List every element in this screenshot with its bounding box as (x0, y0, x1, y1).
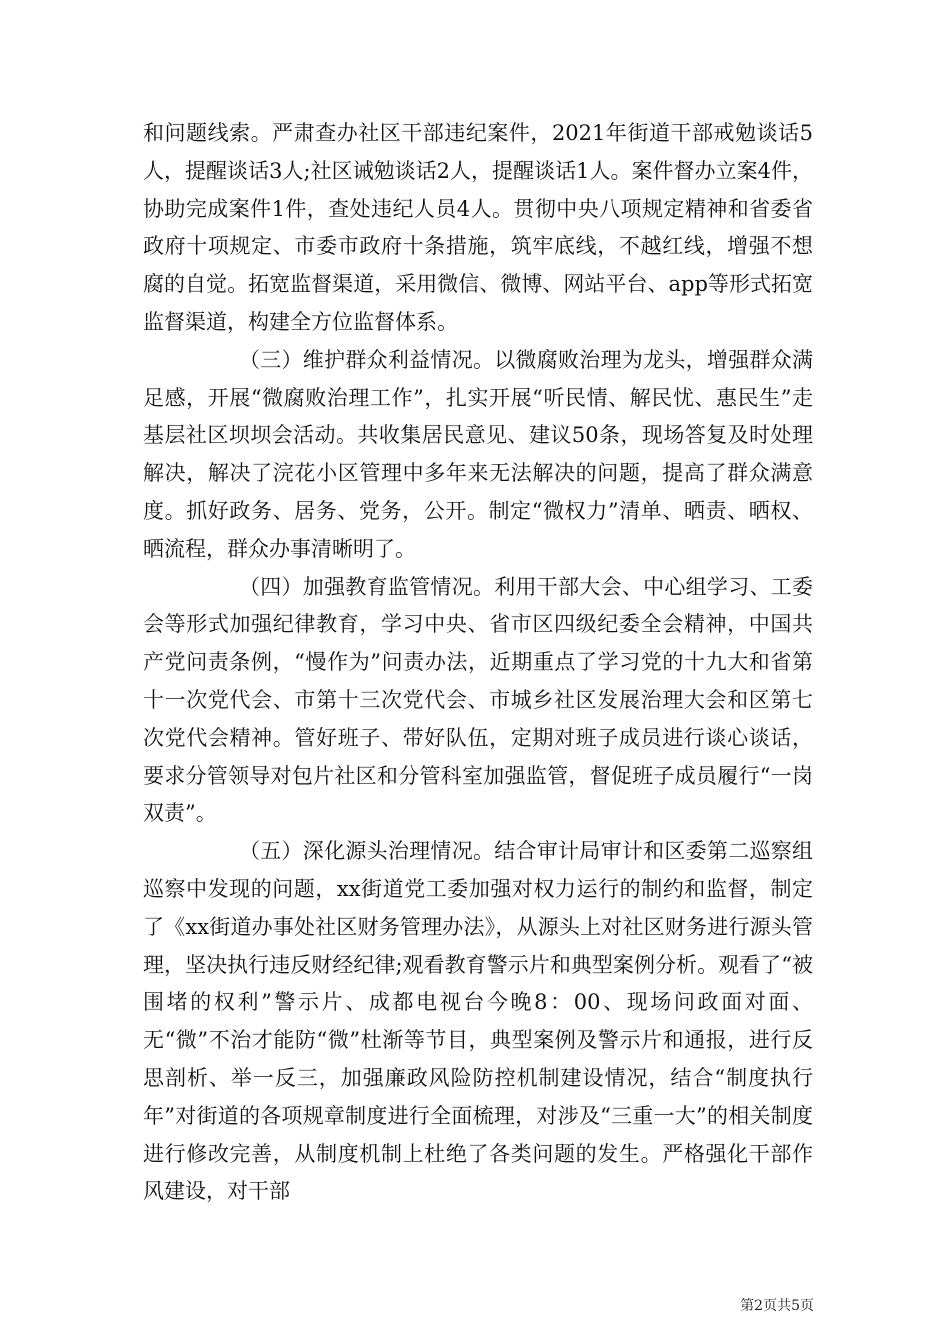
paragraph-continuation: 和问题线索。严肃查办社区干部违纪案件，2021年街道干部戒勉谈话5人，提醒谈话3人;社区诫勉谈话2人，提醒谈话1人。案件督办立案4件，协助完成案件1件，查处违纪人员4人。贯彻中央八项规定精神和省委省政府十项规定、市委市政府十条措施，筑牢底线，不越红线，增强不想腐的自觉。拓宽监督渠道，采用微信、微博、网站平台、app等形式拓宽监督渠道，构建全方位监督体系。 (143, 121, 813, 334)
paragraph-section-3: （三）维护群众利益情况。以微腐败治理为龙头，增强群众满足感，开展“微腐败治理工作”，扎实开展“听民情、解民忧、惠民生”走基层社区坝坝会活动。共收集居民意见、建议50条，现场答复及时处理解决，解决了浣花小区管理中多年来无法解决的问题，提高了群众满意度。抓好政务、居务、党务，公开。制定“微权力”清单、晒责、晒权、晒流程，群众办事清晰明了。 (143, 347, 813, 561)
page-number: 第2页共5页 (740, 1298, 814, 1314)
page-footer (0, 1295, 950, 1315)
body-text (143, 115, 813, 1211)
paragraph-section-5: （五）深化源头治理情况。结合审计局审计和区委第二巡察组巡察中发现的问题，xx街道党工委加强对权力运行的制约和监督，制定了《xx街道办事处社区财务管理办法》，从源头上对社区财务进行源头管理，坚决执行违反财经纪律;观看教育警示片和典型案例分析。观看了“被围堵的权利”警示片、成都电视台今晚8：00、现场问政面对面、无“微”不治才能防“微”杜渐等节目，典型案例及警示片和通报，进行反思剖析、举一反三，加强廉政风险防控机制建设情况，结合“制度执行年”对街道的各项规章制度进行全面梳理，对涉及“三重一大”的相关制度进行修改完善，从制度机制上杜绝了各类问题的发生。严格强化干部作风建设，对干部 (143, 839, 813, 1204)
paragraph-section-4: （四）加强教育监管情况。利用干部大会、中心组学习、工委会等形式加强纪律教育，学习中央、省市区四级纪委全会精神，中国共产党问责条例，“慢作为”问责办法，近期重点了学习党的十九大和省第十一次党代会、市第十三次党代会、市城乡社区发展治理大会和区第七次党代会精神。管好班子、带好队伍，定期对班子成员进行谈心谈话，要求分管领导对包片社区和分管科室加强监管，督促班子成员履行“一岗双责”。 (143, 574, 813, 826)
